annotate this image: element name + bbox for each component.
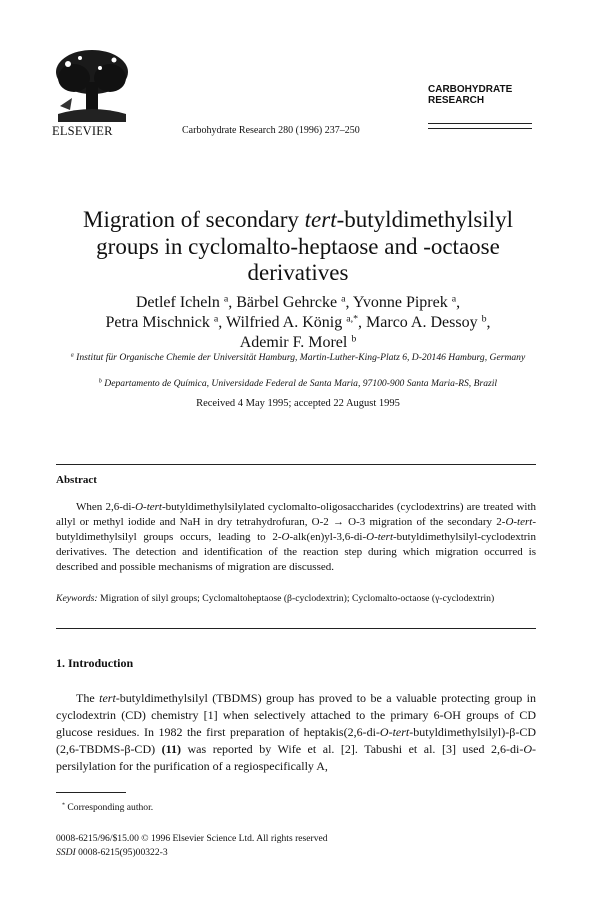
journal-rule-thin xyxy=(428,128,532,129)
journal-name-line1: CARBOHYDRATE xyxy=(428,84,513,95)
affiliation-b: $^b$ Departamento de Química, Universidade Federal de Santa Maria, 97100-900 Santa Maria-RS, Brazil xyxy=(98,378,498,389)
author: Petra Mischnick $^a$, xyxy=(105,313,226,331)
publisher-name: ELSEVIER xyxy=(52,124,113,138)
journal-name xyxy=(428,84,548,106)
title-line-3: derivatives xyxy=(247,260,349,285)
author-list xyxy=(58,293,538,353)
ssdi-line: SSDI 0008-6215(95)00322-3 xyxy=(56,847,168,858)
keywords-label: Keywords: xyxy=(56,593,98,604)
author: Wilfried A. König $^{a,*}$, xyxy=(225,313,367,331)
copyright-line: 0008-6215/96/$15.00 © 1996 Elsevier Science Ltd. All rights reserved xyxy=(56,833,328,844)
abstract-text: When 2,6-di-O-tert-butyldimethylsilylated cyclomalto-oligosaccharides (cyclodextrins) are treated with allyl or methyl iodide and NaH in dry tetrahydrofuran, O-2 → O-3 migration of the secondary 2-O-tert-butyldimethylsilyl groups occurs, leading to 2-O-alk(en)yl-3,6-di-O-tert-butyldimethylsilyl-cyclodextrin derivatives. The detection and identification of the reaction step during which migration occurred is described and possible mechanisms of migration are discussed. xyxy=(56,501,536,573)
keywords-text: Migration of silyl groups; Cyclomaltoheptaose (β-cyclodextrin); Cyclomalto-octaose (γ-cyclodextrin) xyxy=(97,593,495,604)
author: Yvonne Piprek $^a$, xyxy=(352,293,461,311)
author: Bärbel Gehrcke $^a$, xyxy=(236,293,353,311)
abstract-bottom-rule xyxy=(56,628,536,629)
journal-reference: Carbohydrate Research 280 (1996) 237–250 xyxy=(182,125,360,136)
introduction-heading: 1. Introduction xyxy=(56,656,134,670)
abstract-top-rule xyxy=(56,464,536,465)
abstract-heading: Abstract xyxy=(56,474,97,486)
received-dates: Received 4 May 1995; accepted 22 August 1995 xyxy=(196,398,400,409)
keywords xyxy=(56,592,536,605)
author: Detlef Icheln $^a$, xyxy=(135,293,237,311)
affiliation-a: $^a$ Institut für Organische Chemie der Universität Hamburg, Martin-Luther-King-Platz 6, D-20146 Hamburg, Germany xyxy=(70,352,526,363)
footnote: * Corresponding author. xyxy=(62,802,154,813)
footnote-rule xyxy=(56,792,126,793)
title-line-2: groups in cyclomalto-heptaose and -octaose xyxy=(96,233,500,259)
paper-title xyxy=(58,207,538,287)
elsevier-tree-logo xyxy=(52,48,132,122)
author: Ademir F. Morel $^b$ xyxy=(239,333,357,351)
title-line-1: Migration of secondary tert-butyldimethylsilyl xyxy=(83,207,513,232)
journal-rule-thick xyxy=(428,123,532,124)
author: Marco A. Dessoy $^b$, xyxy=(366,313,491,331)
journal-name-line2: RESEARCH xyxy=(428,95,485,106)
introduction-text: The tert-butyldimethylsilyl (TBDMS) group has proved to be a valuable protecting group in cyclodextrin (CD) chemistry [1] when selectively attached to the primary 6-OH groups of CD glucose residues. In 1982 the first preparation of heptakis(2,6-di-O-tert-butyldimethylsilyl)-β-CD (2,6-TBDMS-β-CD) (11) was reported by Wife et al. [2]. Tabushi et al. [3] used 2,6-di-O-persilylation for the purification of a regiospecifically A, xyxy=(56,691,536,773)
